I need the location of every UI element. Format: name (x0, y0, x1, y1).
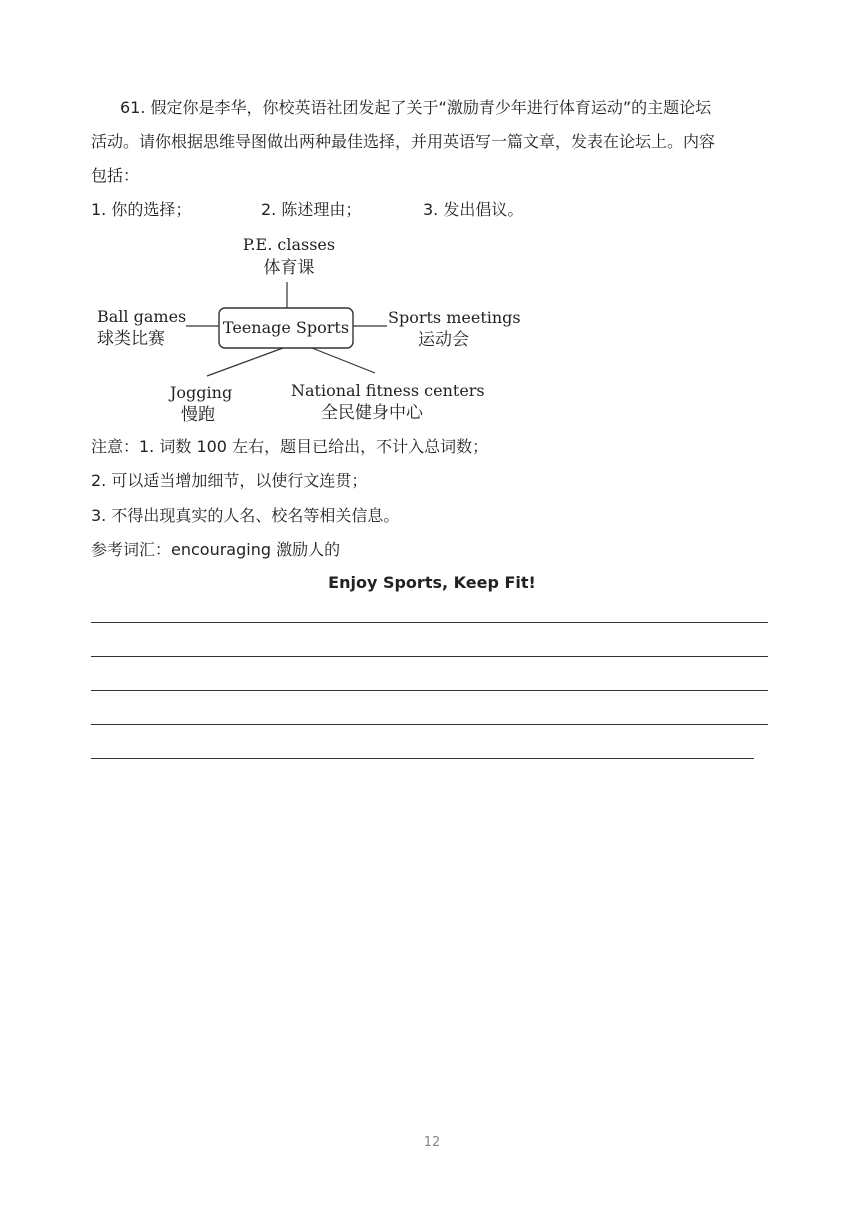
node-meetings-zh: 运动会 (418, 330, 469, 350)
note-details: 2. 可以适当增加细节，以使行文连贯； (91, 471, 368, 490)
node-pe-zh: 体育课 (263, 258, 315, 278)
note-no-real-names: 3. 不得出现真实的人名、校名等相关信息。 (91, 506, 400, 525)
node-fitness-en: National fitness centers (291, 381, 485, 400)
mind-map (0, 0, 864, 440)
question-line-1: 61. 假定你是李华，你校英语社团发起了关于“激励青少年进行体育运动”的主题论坛 (120, 98, 712, 117)
node-jogging-zh: 慢跑 (181, 405, 215, 425)
note-word-count: 注意：1. 词数 100 左右，题目已给出，不计入总词数； (91, 437, 489, 456)
node-pe-en: P.E. classes (242, 235, 336, 254)
node-meetings-en: Sports meetings (388, 308, 521, 327)
essay-title: Enjoy Sports, Keep Fit! (328, 573, 536, 592)
center-node-label: Teenage Sports (222, 318, 350, 337)
question-line-3: 包括： (91, 166, 140, 185)
question-line-2: 活动。请你根据思维导图做出两种最佳选择，并用英语写一篇文章，发表在论坛上。内容 (91, 132, 716, 151)
writing-line[interactable] (91, 690, 768, 691)
page-number: 12 (423, 1135, 441, 1150)
node-ball-en: Ball games (97, 307, 187, 326)
writing-line[interactable] (91, 758, 754, 759)
node-jogging-en: Jogging (170, 383, 233, 402)
writing-line[interactable] (91, 622, 768, 623)
writing-line[interactable] (91, 656, 768, 657)
requirement-1: 1. 你的选择； (91, 200, 192, 219)
connector-fitness (312, 348, 375, 373)
writing-line[interactable] (91, 724, 768, 725)
node-fitness-zh: 全民健身中心 (321, 403, 423, 423)
reference-vocabulary: 参考词汇：encouraging 激励人的 (91, 540, 341, 559)
requirement-2: 2. 陈述理由； (261, 200, 362, 219)
requirement-3: 3. 发出倡议。 (423, 200, 524, 219)
node-ball-zh: 球类比赛 (97, 329, 165, 349)
connector-jogging (207, 348, 283, 376)
